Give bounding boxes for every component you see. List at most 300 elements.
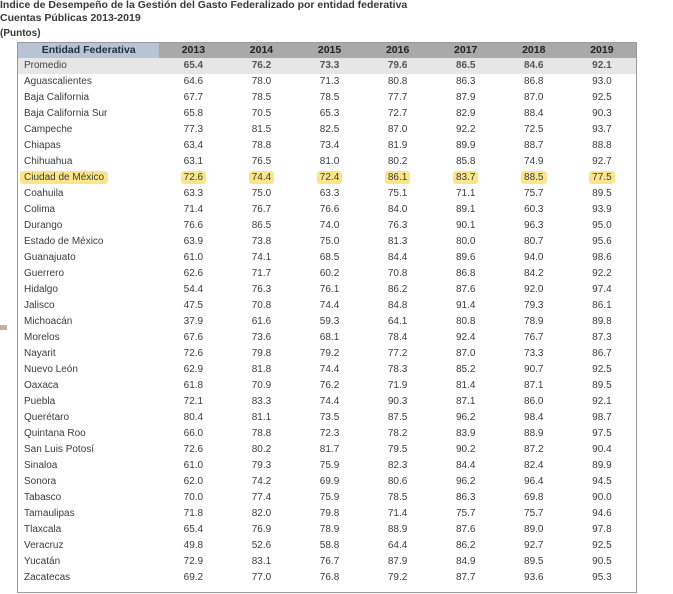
entity-name: Zacatecas	[24, 572, 71, 583]
score-value: 98.4	[524, 412, 544, 423]
value-cell	[500, 394, 568, 410]
score-value: 78.3	[387, 364, 408, 375]
score-value: 65.4	[183, 60, 204, 71]
score-value: 84.9	[455, 556, 476, 567]
value-cell	[568, 282, 636, 298]
score-value: 87.5	[387, 412, 408, 423]
value-cell	[500, 282, 568, 298]
entity-name-cell	[18, 106, 159, 122]
score-value: 72.1	[183, 396, 204, 407]
score-value: 79.3	[251, 460, 272, 471]
score-value: 96.2	[455, 412, 476, 423]
value-cell	[500, 458, 568, 474]
score-value: 79.3	[524, 300, 544, 311]
score-value: 93.0	[592, 76, 612, 87]
entity-name-cell	[18, 506, 159, 522]
value-cell	[364, 90, 432, 106]
value-cell	[227, 426, 295, 442]
value-cell	[432, 410, 500, 426]
value-cell	[364, 346, 432, 362]
value-cell	[364, 522, 432, 538]
value-cell	[500, 554, 568, 570]
score-value: 93.7	[592, 124, 612, 135]
entity-name-cell	[18, 154, 159, 170]
value-cell	[159, 202, 227, 218]
score-value: 92.0	[524, 284, 544, 295]
value-cell	[364, 186, 432, 202]
score-value: 86.0	[524, 396, 544, 407]
value-cell	[227, 234, 295, 250]
value-cell	[364, 122, 432, 138]
value-cell	[432, 138, 500, 154]
value-cell	[159, 554, 227, 570]
score-value: 88.8	[592, 140, 612, 151]
score-value: 71.1	[455, 188, 476, 199]
score-value: 89.9	[592, 460, 612, 471]
value-cell	[159, 410, 227, 426]
entity-name: Aguascalientes	[24, 76, 92, 87]
highlighted-value: 77.5	[589, 171, 614, 184]
value-cell	[364, 218, 432, 234]
value-cell	[432, 170, 500, 186]
score-value: 76.1	[319, 284, 340, 295]
score-value: 61.8	[183, 380, 204, 391]
value-cell	[159, 314, 227, 330]
score-value: 80.8	[455, 316, 476, 327]
entity-name: Querétaro	[24, 412, 70, 423]
value-cell	[227, 442, 295, 458]
value-cell	[227, 218, 295, 234]
entity-name: Durango	[24, 220, 63, 231]
highlighted-value: 83.7	[453, 171, 478, 184]
score-value: 87.3	[592, 332, 612, 343]
entity-name: Tlaxcala	[24, 524, 62, 535]
value-cell	[159, 266, 227, 282]
value-cell	[500, 506, 568, 522]
score-value: 76.2	[319, 380, 340, 391]
value-cell	[432, 394, 500, 410]
value-cell	[568, 90, 636, 106]
score-value: 87.2	[524, 444, 544, 455]
score-value: 60.3	[524, 204, 544, 215]
value-cell	[296, 330, 364, 346]
value-cell	[568, 506, 636, 522]
table-row	[18, 122, 636, 138]
highlighted-value: 72.6	[181, 171, 206, 184]
entity-name: San Luis Potosí	[24, 444, 95, 455]
value-cell	[296, 234, 364, 250]
score-value: 75.0	[251, 188, 272, 199]
entity-name-cell	[18, 490, 159, 506]
score-value: 64.6	[183, 76, 204, 87]
score-value: 89.1	[455, 204, 476, 215]
value-cell	[159, 106, 227, 122]
value-cell	[227, 202, 295, 218]
score-value: 70.9	[251, 380, 272, 391]
score-value: 97.8	[592, 524, 612, 535]
value-cell	[500, 218, 568, 234]
score-value: 89.6	[455, 252, 476, 263]
score-value: 79.5	[387, 444, 408, 455]
value-cell	[296, 186, 364, 202]
column-header-year: 2016	[364, 43, 432, 58]
score-value: 82.5	[319, 124, 340, 135]
value-cell	[500, 234, 568, 250]
entity-name-cell	[18, 394, 159, 410]
value-cell	[159, 538, 227, 554]
value-cell	[500, 410, 568, 426]
value-cell	[568, 346, 636, 362]
score-value: 90.2	[455, 444, 476, 455]
value-cell	[296, 362, 364, 378]
entity-name-cell	[18, 266, 159, 282]
value-cell	[568, 394, 636, 410]
column-header-year: 2013	[159, 43, 227, 58]
table-row	[18, 138, 636, 154]
entity-name-cell	[18, 58, 159, 74]
value-cell	[364, 138, 432, 154]
value-cell	[296, 378, 364, 394]
value-cell	[159, 90, 227, 106]
entity-name-cell	[18, 138, 159, 154]
table-row	[18, 458, 636, 474]
entity-name: Sinaloa	[24, 460, 58, 471]
entity-name: Colima	[24, 204, 56, 215]
score-value: 72.6	[183, 444, 204, 455]
score-value: 75.9	[319, 460, 340, 471]
score-value: 97.4	[592, 284, 612, 295]
score-value: 94.0	[524, 252, 544, 263]
value-cell	[296, 250, 364, 266]
score-value: 73.3	[524, 348, 544, 359]
value-cell	[296, 154, 364, 170]
entity-name-cell	[18, 218, 159, 234]
value-cell	[364, 58, 432, 74]
value-cell	[500, 538, 568, 554]
value-cell	[568, 570, 636, 586]
score-value: 76.2	[251, 60, 272, 71]
entity-name: Tabasco	[24, 492, 62, 503]
value-cell	[227, 74, 295, 90]
score-value: 73.3	[319, 60, 340, 71]
entity-name-cell	[18, 170, 159, 186]
score-value: 81.8	[251, 364, 272, 375]
score-value: 84.0	[387, 204, 408, 215]
value-cell	[227, 250, 295, 266]
value-cell	[432, 58, 500, 74]
entity-name-cell	[18, 250, 159, 266]
score-value: 65.4	[183, 524, 204, 535]
score-value: 72.7	[387, 108, 408, 119]
value-cell	[500, 570, 568, 586]
value-cell	[364, 154, 432, 170]
value-cell	[432, 378, 500, 394]
entity-name: Nayarit	[24, 348, 56, 359]
value-cell	[432, 202, 500, 218]
score-value: 63.3	[319, 188, 340, 199]
value-cell	[500, 442, 568, 458]
value-cell	[568, 330, 636, 346]
value-cell	[296, 74, 364, 90]
value-cell	[364, 410, 432, 426]
table-row	[18, 554, 636, 570]
score-value: 90.3	[592, 108, 612, 119]
value-cell	[364, 554, 432, 570]
score-value: 76.5	[251, 156, 272, 167]
value-cell	[364, 506, 432, 522]
score-value: 92.2	[455, 124, 476, 135]
entity-name-cell	[18, 570, 159, 586]
score-value: 76.8	[319, 572, 340, 583]
value-cell	[500, 298, 568, 314]
value-cell	[432, 122, 500, 138]
table-row	[18, 506, 636, 522]
value-cell	[227, 186, 295, 202]
value-cell	[500, 346, 568, 362]
value-cell	[227, 378, 295, 394]
score-value: 91.4	[455, 300, 476, 311]
value-cell	[364, 298, 432, 314]
score-value: 66.0	[183, 428, 204, 439]
table-row	[18, 378, 636, 394]
value-cell	[296, 106, 364, 122]
table-row	[18, 74, 636, 90]
value-cell	[159, 298, 227, 314]
value-cell	[296, 426, 364, 442]
table-row	[18, 410, 636, 426]
value-cell	[159, 330, 227, 346]
score-value: 81.0	[319, 156, 340, 167]
value-cell	[364, 426, 432, 442]
value-cell	[568, 362, 636, 378]
score-value: 78.0	[251, 76, 272, 87]
value-cell	[500, 202, 568, 218]
value-cell	[296, 90, 364, 106]
value-cell	[296, 298, 364, 314]
highlighted-value: 88.5	[521, 171, 546, 184]
score-value: 90.7	[524, 364, 544, 375]
score-value: 78.4	[387, 332, 408, 343]
score-value: 80.4	[183, 412, 204, 423]
value-cell	[227, 298, 295, 314]
performance-table	[18, 43, 636, 586]
entity-name-cell	[18, 442, 159, 458]
score-value: 92.1	[592, 60, 612, 71]
value-cell	[568, 266, 636, 282]
score-value: 72.9	[183, 556, 204, 567]
entity-name: Coahuila	[24, 188, 64, 199]
score-value: 89.9	[455, 140, 476, 151]
score-value: 80.7	[524, 236, 544, 247]
score-value: 84.4	[387, 252, 408, 263]
table-row	[18, 186, 636, 202]
score-value: 61.0	[183, 252, 204, 263]
value-cell	[159, 186, 227, 202]
score-value: 63.1	[183, 156, 204, 167]
table-body	[18, 58, 636, 586]
value-cell	[296, 122, 364, 138]
entity-name-cell	[18, 474, 159, 490]
value-cell	[364, 490, 432, 506]
entity-name-cell	[18, 298, 159, 314]
score-value: 75.7	[524, 508, 544, 519]
value-cell	[364, 474, 432, 490]
value-cell	[296, 170, 364, 186]
score-value: 71.8	[183, 508, 204, 519]
score-value: 80.6	[387, 476, 408, 487]
table-row	[18, 570, 636, 586]
score-value: 69.8	[524, 492, 544, 503]
value-cell	[432, 266, 500, 282]
value-cell	[568, 522, 636, 538]
value-cell	[227, 58, 295, 74]
score-value: 86.7	[592, 348, 612, 359]
value-cell	[296, 442, 364, 458]
score-value: 76.3	[387, 220, 408, 231]
score-value: 74.1	[251, 252, 272, 263]
score-value: 92.4	[455, 332, 476, 343]
score-value: 60.2	[319, 268, 340, 279]
score-value: 74.9	[524, 156, 544, 167]
score-value: 96.4	[524, 476, 544, 487]
score-value: 82.3	[387, 460, 408, 471]
score-value: 72.6	[183, 348, 204, 359]
value-cell	[159, 458, 227, 474]
score-value: 84.4	[455, 460, 476, 471]
value-cell	[568, 186, 636, 202]
score-value: 97.5	[592, 428, 612, 439]
value-cell	[159, 506, 227, 522]
score-value: 63.3	[183, 188, 204, 199]
value-cell	[500, 330, 568, 346]
value-cell	[159, 58, 227, 74]
score-value: 83.3	[251, 396, 272, 407]
table-header-row	[18, 43, 636, 58]
value-cell	[296, 394, 364, 410]
score-value: 70.8	[387, 268, 408, 279]
value-cell	[568, 250, 636, 266]
value-cell	[159, 522, 227, 538]
score-value: 90.3	[387, 396, 408, 407]
value-cell	[159, 346, 227, 362]
value-cell	[296, 218, 364, 234]
value-cell	[432, 426, 500, 442]
score-value: 71.9	[387, 380, 408, 391]
table-row	[18, 170, 636, 186]
value-cell	[500, 90, 568, 106]
score-value: 81.7	[319, 444, 340, 455]
score-value: 85.8	[455, 156, 476, 167]
table-row	[18, 490, 636, 506]
value-cell	[227, 506, 295, 522]
entity-name-cell	[18, 346, 159, 362]
value-cell	[568, 138, 636, 154]
score-value: 95.3	[592, 572, 612, 583]
entity-name: Jalisco	[24, 300, 55, 311]
value-cell	[227, 314, 295, 330]
value-cell	[500, 154, 568, 170]
score-value: 86.8	[524, 76, 544, 87]
score-value: 70.5	[251, 108, 272, 119]
table-row	[18, 330, 636, 346]
entity-name-cell	[18, 410, 159, 426]
table-row	[18, 154, 636, 170]
score-value: 83.1	[251, 556, 272, 567]
value-cell	[227, 458, 295, 474]
value-cell	[500, 266, 568, 282]
score-value: 88.4	[524, 108, 544, 119]
score-value: 78.5	[251, 92, 272, 103]
score-value: 76.7	[251, 204, 272, 215]
entity-name: Campeche	[24, 124, 73, 135]
value-cell	[568, 410, 636, 426]
table-row	[18, 282, 636, 298]
value-cell	[227, 474, 295, 490]
entity-name: Quintana Roo	[24, 428, 86, 439]
entity-name-cell	[18, 186, 159, 202]
table-title: Índice de Desempeño de la Gestión del Gasto Federalizado por entidad federativa	[0, 0, 408, 11]
entity-name: Guanajuato	[24, 252, 76, 263]
value-cell	[296, 538, 364, 554]
value-cell	[227, 266, 295, 282]
score-value: 87.6	[455, 284, 476, 295]
value-cell	[432, 554, 500, 570]
score-value: 76.7	[319, 556, 340, 567]
score-value: 72.3	[319, 428, 340, 439]
score-value: 70.0	[183, 492, 204, 503]
value-cell	[159, 234, 227, 250]
value-cell	[500, 378, 568, 394]
entity-name-cell	[18, 202, 159, 218]
score-value: 75.1	[387, 188, 408, 199]
score-value: 80.2	[251, 444, 272, 455]
value-cell	[432, 330, 500, 346]
value-cell	[500, 362, 568, 378]
score-value: 75.0	[319, 236, 340, 247]
value-cell	[568, 442, 636, 458]
value-cell	[500, 250, 568, 266]
value-cell	[432, 90, 500, 106]
score-value: 88.9	[524, 428, 544, 439]
score-value: 80.2	[387, 156, 408, 167]
value-cell	[159, 154, 227, 170]
highlighted-value: 86.1	[385, 171, 410, 184]
value-cell	[159, 74, 227, 90]
score-value: 54.4	[183, 284, 204, 295]
value-cell	[296, 506, 364, 522]
score-value: 73.6	[251, 332, 272, 343]
value-cell	[432, 282, 500, 298]
table-row	[18, 90, 636, 106]
score-value: 81.5	[251, 124, 272, 135]
entity-name-cell	[18, 74, 159, 90]
score-value: 74.0	[319, 220, 340, 231]
score-value: 94.6	[592, 508, 612, 519]
column-header-year: 2015	[296, 43, 364, 58]
value-cell	[296, 490, 364, 506]
value-cell	[227, 282, 295, 298]
score-value: 92.5	[592, 92, 612, 103]
score-value: 76.7	[524, 332, 544, 343]
score-value: 77.3	[183, 124, 204, 135]
value-cell	[568, 314, 636, 330]
value-cell	[227, 346, 295, 362]
value-cell	[296, 570, 364, 586]
value-cell	[227, 154, 295, 170]
value-cell	[500, 186, 568, 202]
value-cell	[500, 426, 568, 442]
table-row	[18, 106, 636, 122]
